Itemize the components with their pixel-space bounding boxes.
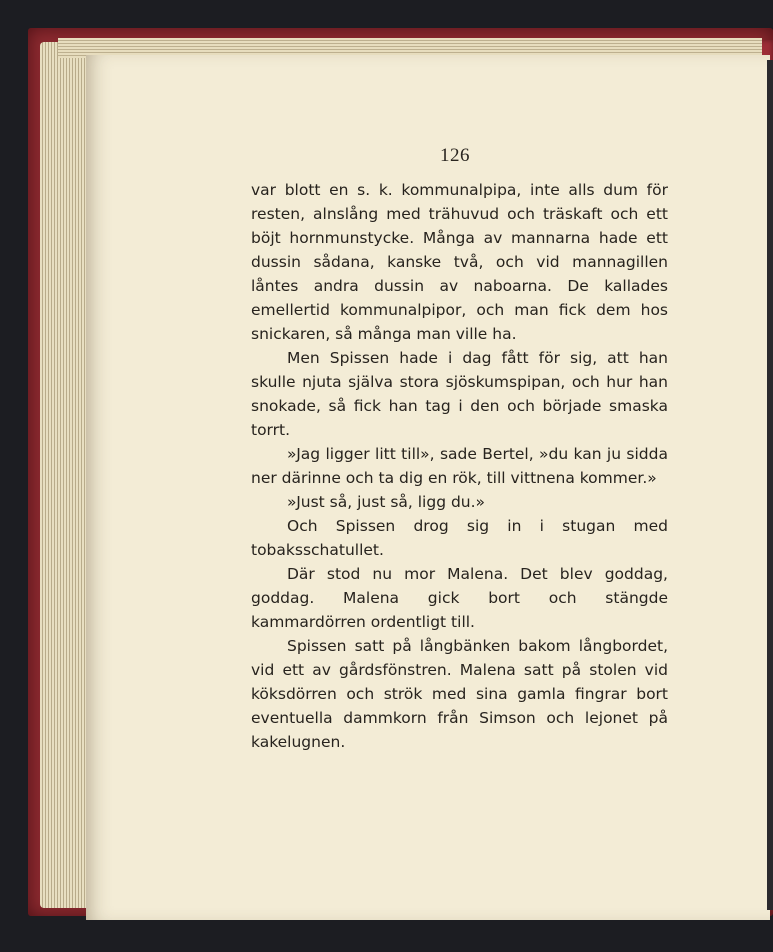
page-number: 126 (440, 145, 470, 166)
paragraph: »Just så, just så, ligg du.» (287, 493, 486, 511)
paragraph: var blott en s. k. kommunalpipa, inte alls dum för resten, alnslång med trähuvud och träskaft och ett böjt hornmunstycke. Många av mannarna hade ett dussin sådana, kanske två, och vid mannagillen låntes andra dussin av naboarna. De kallades emellertid kommunalpipor, och man fick dem hos snickaren, så många man ville ha. (251, 181, 668, 343)
scan-edge-strip (767, 60, 773, 910)
paragraph: Där stod nu mor Malena. Det blev goddag, goddag. Malena gick bort och stängde kammardörren ordentligt till. (251, 565, 668, 631)
paragraph: Och Spissen drog sig in i stugan med tobaksschatullet. (251, 517, 668, 559)
paragraph: »Jag ligger litt till», sade Bertel, »du kan ju sidda ner därinne och ta dig en rök, till vittnena kommer.» (251, 445, 668, 487)
body-text (251, 178, 668, 754)
paragraph: Men Spissen hade i dag fått för sig, att han skulle njuta själva stora sjöskumspipan, och hur han snokade, så fick han tag i den och började smaska torrt. (251, 349, 668, 439)
paragraph: Spissen satt på långbänken bakom långbordet, vid ett av gårdsfönstren. Malena satt på stolen vid köksdörren och strök med sina gamla fingrar bort eventuella dammkorn från Simson och lejonet på kakelugnen. (251, 637, 668, 751)
